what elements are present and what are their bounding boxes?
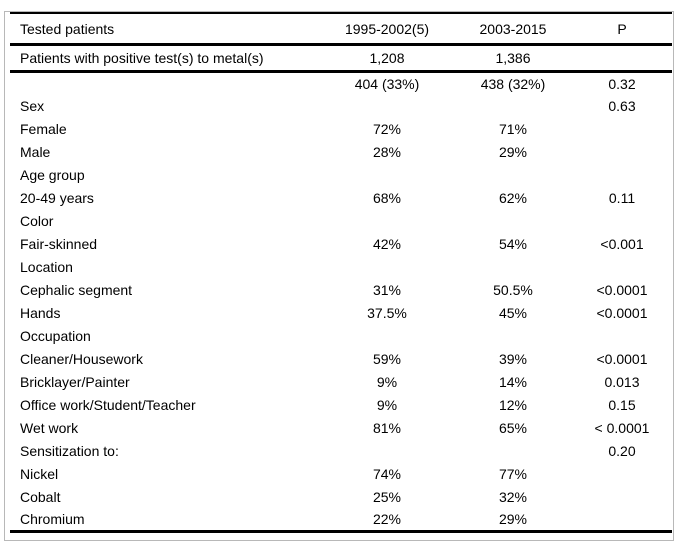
table-row: [10, 394, 672, 417]
row-label: Nickel: [20, 466, 59, 482]
value-2003-2015: 45%: [498, 305, 528, 321]
value-1995-2002: 81%: [372, 420, 402, 436]
value-1995-2002: 404 (33%): [354, 75, 420, 92]
value-2003-2015: [454, 256, 572, 279]
row-label: Male: [20, 144, 51, 160]
column-header-period-1995-2002: 1995-2002(5): [320, 13, 454, 45]
row-label: Cobalt: [20, 489, 61, 505]
table-row: [10, 95, 672, 118]
p-value: <0.0001: [596, 282, 648, 298]
value-2003-2015: 77%: [498, 466, 528, 482]
p-value: [572, 486, 672, 509]
column-header-tested-patients: Tested patients: [10, 13, 320, 45]
row-label: Cephalic segment: [20, 282, 133, 298]
value-1995-2002: 37.5%: [367, 305, 407, 321]
value-2003-2015: [454, 164, 572, 187]
p-value: [572, 256, 672, 279]
value-1995-2002: 22%: [372, 511, 402, 528]
p-value: [572, 325, 672, 348]
p-value: [572, 210, 672, 233]
table-row: [10, 440, 672, 463]
value-1995-2002: 9%: [376, 397, 398, 413]
row-label: Location: [20, 259, 73, 275]
p-value: 0.32: [608, 75, 636, 92]
value-1995-2002: 31%: [372, 282, 402, 298]
value-2003-2015: 62%: [498, 190, 528, 206]
value-1995-2002: 59%: [372, 351, 402, 367]
table-row: [10, 486, 672, 509]
value-2003-2015: 71%: [498, 121, 528, 137]
value-2003-2015: [454, 210, 572, 233]
value-1995-2002: 72%: [372, 121, 402, 137]
column-header-period-2003-2015: 2003-2015: [454, 13, 572, 45]
row-label: Sex: [20, 98, 45, 114]
row-label: Cleaner/Housework: [20, 351, 143, 367]
subheader-total-1995-2002: 1,208: [320, 45, 454, 72]
value-1995-2002: [320, 256, 454, 279]
table-row: [10, 509, 672, 532]
value-2003-2015: 12%: [498, 397, 528, 413]
value-2003-2015: 29%: [498, 144, 528, 160]
p-value: 0.63: [608, 98, 636, 114]
table-row: [10, 302, 672, 325]
table-row: [10, 325, 672, 348]
row-label: Wet work: [20, 420, 79, 436]
value-1995-2002: [320, 164, 454, 187]
table-row: [10, 256, 672, 279]
table-row: [10, 72, 672, 95]
value-1995-2002: [320, 440, 454, 463]
table-subheader-row: [10, 45, 672, 72]
row-label: Color: [20, 213, 54, 229]
tested-patients-table: [10, 12, 672, 533]
row-label: 20-49 years: [20, 190, 94, 206]
row-label: [10, 72, 320, 95]
value-2003-2015: [454, 325, 572, 348]
table-row: [10, 187, 672, 210]
column-header-p-value: P: [572, 13, 672, 45]
row-label: Sensitization to:: [20, 443, 119, 459]
p-value: < 0.0001: [594, 420, 650, 436]
value-1995-2002: [320, 95, 454, 118]
p-value: [572, 463, 672, 486]
row-label: Occupation: [20, 328, 91, 344]
row-label: Office work/Student/Teacher: [20, 397, 196, 413]
row-label: Hands: [20, 305, 61, 321]
p-value: [572, 118, 672, 141]
value-1995-2002: 68%: [372, 190, 402, 206]
row-label: Fair-skinned: [20, 236, 98, 252]
value-1995-2002: 74%: [372, 466, 402, 482]
table-row: [10, 371, 672, 394]
table-row: [10, 348, 672, 371]
p-value: [572, 141, 672, 164]
table-header-row: [10, 13, 672, 45]
subheader-p-value: [572, 45, 672, 72]
value-2003-2015: 54%: [498, 236, 528, 252]
p-value: <0.0001: [596, 305, 648, 321]
table-row: [10, 463, 672, 486]
value-1995-2002: 42%: [372, 236, 402, 252]
table-row: [10, 210, 672, 233]
value-1995-2002: [320, 210, 454, 233]
row-label: Bricklayer/Painter: [20, 374, 130, 390]
value-2003-2015: 29%: [498, 511, 528, 528]
value-1995-2002: 25%: [372, 489, 402, 505]
p-value: <0.001: [600, 236, 644, 252]
p-value: 0.15: [608, 397, 636, 413]
value-2003-2015: [454, 440, 572, 463]
value-1995-2002: 28%: [372, 144, 402, 160]
row-label: Age group: [20, 167, 85, 183]
p-value: 0.20: [608, 443, 636, 459]
p-value: 0.013: [604, 374, 640, 390]
value-2003-2015: 50.5%: [493, 282, 533, 298]
value-2003-2015: 32%: [498, 489, 528, 505]
subheader-total-2003-2015: 1,386: [454, 45, 572, 72]
p-value: [572, 164, 672, 187]
p-value: <0.0001: [596, 351, 648, 367]
value-2003-2015: 65%: [498, 420, 528, 436]
table-row: [10, 233, 672, 256]
table-row: [10, 417, 672, 440]
value-2003-2015: 14%: [498, 374, 528, 390]
value-1995-2002: [320, 325, 454, 348]
subheader-label: Patients with positive test(s) to metal(s): [10, 45, 320, 72]
table-row: [10, 164, 672, 187]
value-2003-2015: 438 (32%): [480, 75, 546, 92]
row-label: Chromium: [20, 511, 85, 528]
p-value: 0.11: [608, 190, 636, 206]
value-1995-2002: 9%: [376, 374, 398, 390]
table-row: [10, 279, 672, 302]
table-row: [10, 141, 672, 164]
table-row: [10, 118, 672, 141]
row-label: Female: [20, 121, 67, 137]
value-2003-2015: 39%: [498, 351, 528, 367]
p-value: [572, 509, 672, 532]
value-2003-2015: [454, 95, 572, 118]
